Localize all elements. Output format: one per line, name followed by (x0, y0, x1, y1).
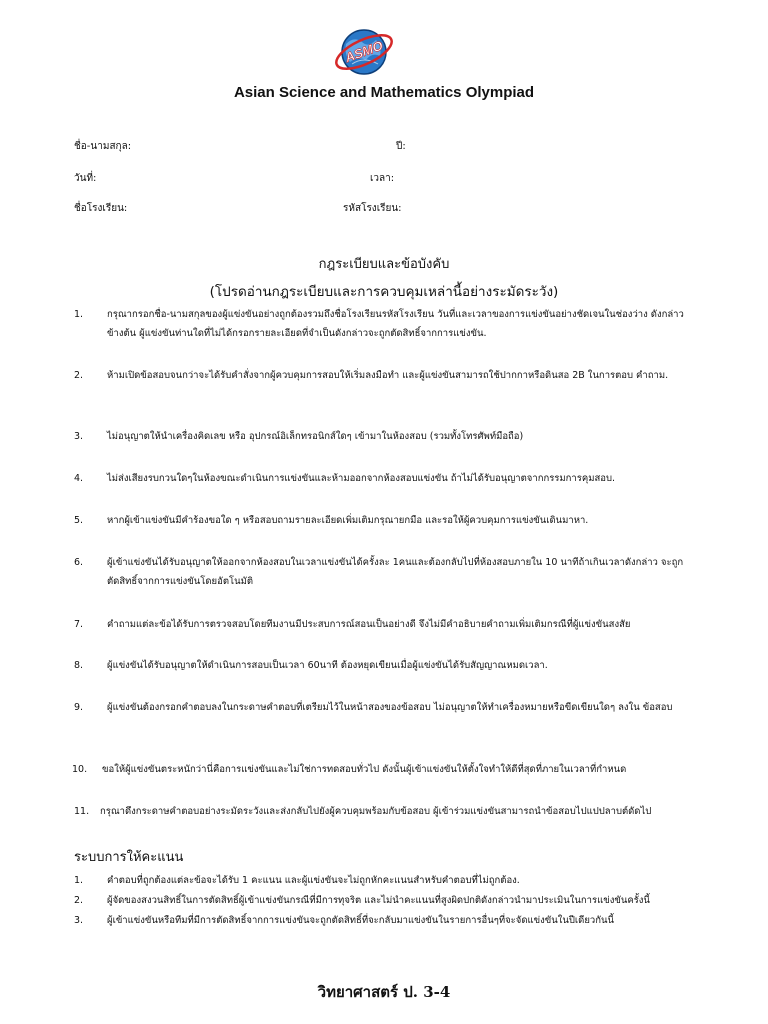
rule-number: 9. (74, 702, 84, 713)
subject-footer: วิทยาศาสตร์ ป. 3-4 (317, 983, 451, 1001)
rule-number: 2. (74, 370, 84, 381)
scoring-number: 2. (74, 895, 84, 906)
scoring-title: ระบบการให้คะแนน (74, 850, 184, 865)
school-code-label: รหัสโรงเรียน: (343, 203, 402, 214)
rule-text: ผู้เข้าแข่งขันได้รับอนุญาตให้ออกจากห้องสอบในเวลาแข่งขันได้ครั้งละ 1คนและต้องกลับไปที่ห้องสอบภายใน 10 นาทีถ้าเกินเวลาดังกล่าว จะถูกตัดสิทธิ์จากการแข่งขันโดยอัตโนมัติ (107, 557, 684, 587)
name-label: ชื่อ-นามสกุล: (74, 141, 132, 152)
school-label: ชื่อโรงเรียน: (74, 203, 128, 214)
rule-number: 6. (74, 557, 84, 568)
rule-number: 7. (74, 619, 84, 630)
rule-text: ห้ามเปิดข้อสอบจนกว่าจะได้รับคำสั่งจากผู้ควบคุมการสอบให้เริ่มลงมือทำ และผู้แข่งขันสามารถใช้ปากกาหรือดินสอ 2B ในการตอบ คำถาม. (107, 370, 669, 381)
rule-number: 3. (74, 431, 84, 442)
rule-number: 10. (72, 764, 88, 775)
rule-text: หากผู้เข้าแข่งขันมีคำร้องขอใด ๆ หรือสอบถามรายละเอียดเพิ่มเติมกรุณายกมือ และรอให้ผู้ควบคุมการแข่งขันเดินมาหา. (107, 515, 589, 526)
rule-number: 11. (74, 806, 90, 817)
rule-number: 1. (74, 309, 84, 320)
rules-subtitle: (โปรดอ่านกฎระเบียบและการควบคุมเหล่านี้อย่างระมัดระวัง) (209, 284, 559, 300)
asmo-logo (332, 22, 396, 86)
scoring-number: 3. (74, 915, 84, 926)
svg-text:ASMO: ASMO (342, 37, 385, 66)
scoring-text: ผู้เข้าแข่งขันหรือทีมที่มีการตัดสิทธิ์จากการแข่งขันจะถูกตัดสิทธิ์ที่จะกลับมาแข่งขันในรายการอื่นๆที่จะจัดแข่งขันในปีเดียวกันนี้ (107, 915, 614, 926)
rule-text: ไม่อนุญาตให้นำเครื่องคิดเลข หรือ อุปกรณ์อิเล็กทรอนิกส์ใดๆ เข้ามาในห้องสอบ (รวมทั้งโทรศัพท์มือถือ) (107, 431, 524, 442)
scoring-text: ผู้จัดของสงวนสิทธิ์ในการตัดสิทธิ์ผู้เข้าแข่งขันกรณีที่มีการทุจริต และไม่นำคะแนนที่สูงผิดปกติดังกล่าวนำมาประเมินในการแข่งขันครั้งนี้ (107, 895, 650, 906)
time-label: เวลา: (370, 173, 395, 184)
date-label: วันที่: (74, 173, 97, 184)
rule-number: 4. (74, 473, 84, 484)
rules-title: กฎระเบียบและข้อบังคับ (318, 257, 450, 272)
rule-text: คำถามแต่ละข้อได้รับการตรวจสอบโดยทีมงานมีประสบการณ์สอนเป็นอย่างดี จึงไม่มีคำอธิบายคำถามเพิ่มเติมกรณีที่ผู้แข่งขันสงสัย (107, 619, 631, 630)
rule-text: ขอให้ผู้แข่งขันตระหนักว่านี่คือการแข่งขันและไม่ใช่การทดสอบทั่วไป ดังนั้นผู้เข้าแข่งขันให้ตั้งใจทำให้ดีที่สุดที่ภายในเวลาที่กำหนด (102, 764, 627, 775)
scoring-text: คำตอบที่ถูกต้องแต่ละข้อจะได้รับ 1 คะแนน และผู้แข่งขันจะไม่ถูกหักคะแนนสำหรับคำตอบที่ไม่ถูกต้อง. (107, 875, 520, 886)
rule-text: ผู้แข่งขันต้องกรอกคำตอบลงในกระดาษคำตอบที่เตรียมไว้ในหน้าสองของข้อสอบ ไม่อนุญาตให้ทำเครื่องหมายหรือขีดเขียนใดๆ ลงใน ข้อสอบ (107, 702, 673, 713)
rule-number: 5. (74, 515, 84, 526)
rule-text: ผู้แข่งขันได้รับอนุญาตให้ดำเนินการสอบเป็นเวลา 60นาที ต้องหยุดเขียนเมื่อผู้แข่งขันได้รับสัญญาณหมดเวลา. (107, 660, 548, 671)
olympiad-title: Asian Science and Mathematics Olympiad (233, 84, 535, 101)
year-label: ปี: (396, 141, 406, 152)
rule-text: กรุณาดึงกระดาษคำตอบอย่างระมัดระวังและส่งกลับไปยังผู้ควบคุมพร้อมกับข้อสอบ ผู้เข้าร่วมแข่งขันสามารถนำข้อสอบไปแปปลาบต์ดัดไป (100, 806, 652, 817)
scoring-number: 1. (74, 875, 84, 886)
rule-text: กรุณากรอกชื่อ-นามสกุลของผู้แข่งขันอย่างถูกต้องรวมถึงชื่อโรงเรียนรหัสโรงเรียน วันที่และเวลาของการแข่งขันอย่างชัดเจนในช่องว่าง ดังกล่าวข้างต้น ผู้แข่งขันท่านใดที่ไม่ได้กรอกรายละเอียดที่จำเป็นดังกล่าวจะถูกตัดสิทธิ์จากการแข่งขัน. (107, 309, 684, 339)
rule-text: ไม่ส่งเสียงรบกวนใดๆในห้องขณะดำเนินการแข่งขันและห้ามออกจากห้องสอบแข่งขัน ถ้าไม่ได้รับอนุญาตจากกรรมการคุมสอบ. (107, 473, 616, 484)
rule-number: 8. (74, 660, 84, 671)
